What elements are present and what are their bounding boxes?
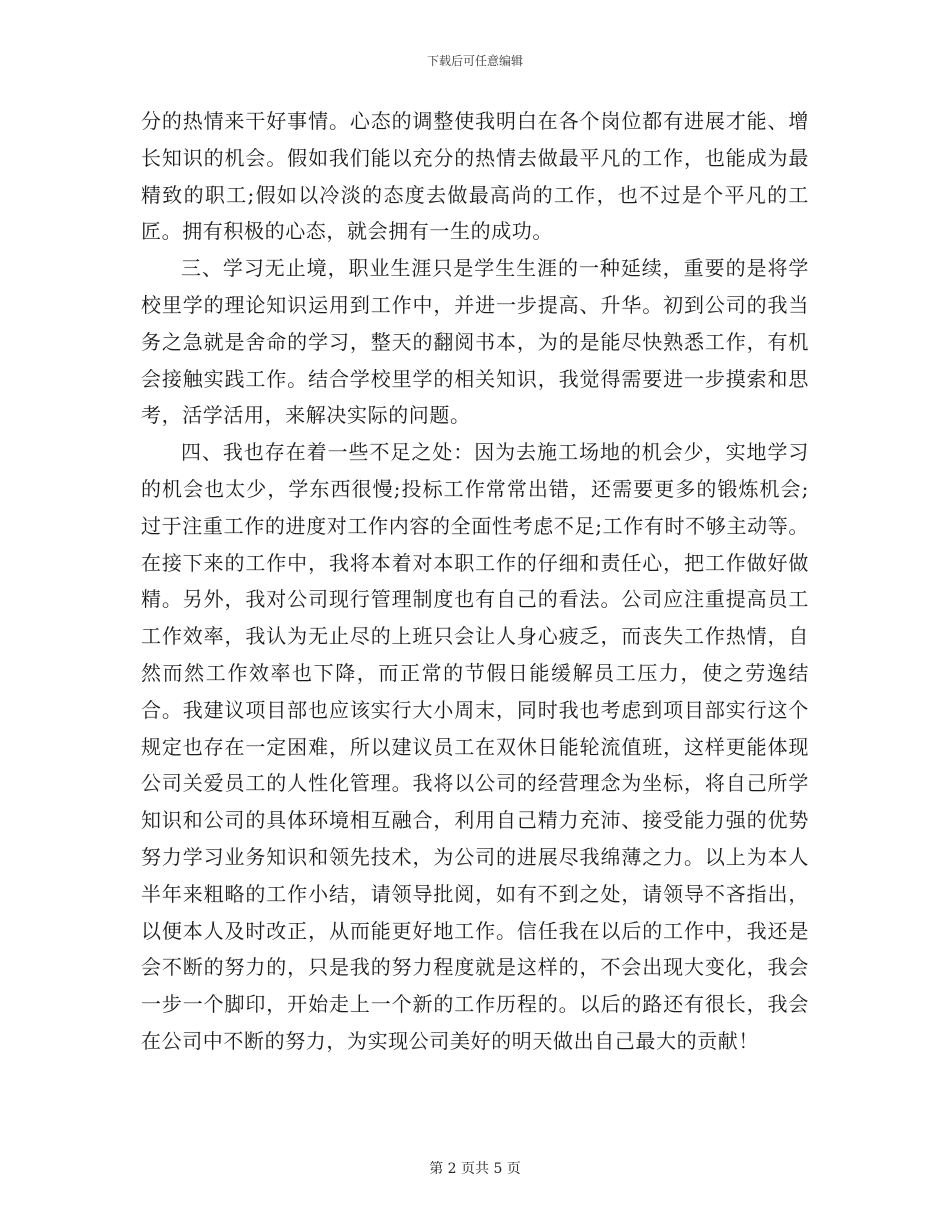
document-body <box>141 103 809 1060</box>
page-number: 第 2 页共 5 页 <box>429 1161 521 1177</box>
paragraph-section-3: 三、学习无止境，职业生涯只是学生生涯的一种延续，重要的是将学校里学的理论知识运用到工作中，并进一步提高、升华。初到公司的我当务之急就是舍命的学习，整天的翻阅书本，为的是能尽快熟悉工作，有机会接触实践工作。结合学校里学的相关知识，我觉得需要进一步摸索和思考，活学活用，来解决实际的问题。 <box>141 256 809 428</box>
paragraph-section-4: 四、我也存在着一些不足之处：因为去施工场地的机会少，实地学习的机会也太少，学东西很慢;投标工作常常出错，还需要更多的锻炼机会;过于注重工作的进度对工作内容的全面性考虑不足;工作有时不够主动等。在接下来的工作中，我将本着对本职工作的仔细和责任心，把工作做好做精。另外，我对公司现行管理制度也有自己的看法。公司应注重提高员工工作效率，我认为无止尽的上班只会让人身心疲乏，而丧失工作热情，自然而然工作效率也下降，而正常的节假日能缓解员工压力，使之劳逸结合。我建议项目部也应该实行大小周末，同时我也考虑到项目部实行这个规定也存在一定困难，所以建议员工在双休日能轮流值班，这样更能体现公司关爱员工的人性化管理。我将以公司的经营理念为坐标，将自己所学知识和公司的具体环境相互融合，利用自己精力充沛、接受能力强的优势努力学习业务知识和领先技术，为公司的进展尽我绵薄之力。以上为本人半年来粗略的工作小结，请领导批阅，如有不到之处，请领导不吝指出，以便本人及时改正，从而能更好地工作。信任我在以后的工作中，我还是会不断的努力的，只是我的努力程度就是这样的，不会出现大变化，我会一步一个脚印，开始走上一个新的工作历程的。以后的路还有很长，我会在公司中不断的努力，为实现公司美好的明天做出自己最大的贡献！ <box>141 440 809 1053</box>
paragraph-continuation: 分的热情来干好事情。心态的调整使我明白在各个岗位都有进展才能、增长知识的机会。假如我们能以充分的热情去做最平凡的工作，也能成为最精致的职工;假如以冷淡的态度去做最高尚的工作，也不过是个平凡的工匠。拥有积极的心态，就会拥有一生的成功。 <box>141 109 809 244</box>
page-header: 下载后可任意编辑 <box>426 54 523 68</box>
